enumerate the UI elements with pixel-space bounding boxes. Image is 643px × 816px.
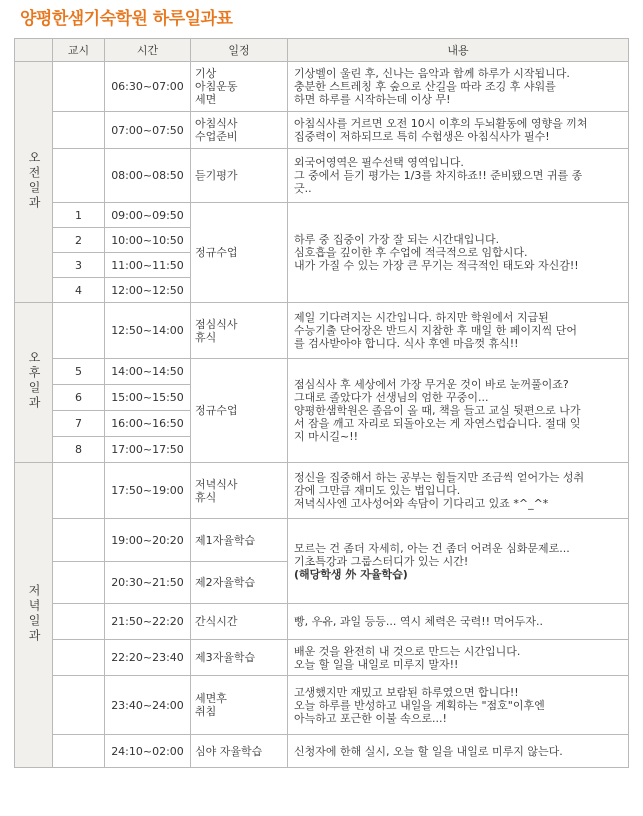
schedule-cell: 듣기평가 bbox=[191, 149, 288, 203]
period-cell bbox=[53, 463, 105, 519]
period-cell: 1 bbox=[53, 203, 105, 228]
content-cell: 신청자에 한해 실시, 오늘 할 일을 내일로 미루지 않는다. bbox=[288, 735, 629, 768]
period-cell: 2 bbox=[53, 228, 105, 253]
table-row bbox=[15, 676, 629, 735]
time-cell: 17:00~17:50 bbox=[105, 437, 191, 463]
period-cell bbox=[53, 519, 105, 562]
content-cell: 점심식사 후 세상에서 가장 무거운 것이 바로 눈꺼풀이죠? 그대로 졸았다가 선생님의 엄한 꾸중이... 양평한샘학원은 졸음이 올 때, 책을 들고 교실 뒷편으로 나가 서 잠을 깨고 자리로 되돌아오는 게 자연스럽습니다. 절대 잊 지 마시길~!! bbox=[288, 359, 629, 463]
time-cell: 16:00~16:50 bbox=[105, 411, 191, 437]
period-cell: 5 bbox=[53, 359, 105, 385]
period-cell bbox=[53, 676, 105, 735]
content-cell: 기상벨이 울린 후, 신나는 음악과 함께 하루가 시작됩니다. 충분한 스트레칭 후 숲으로 산길을 따라 조깅 후 샤워를 하면 하루를 시작하는데 이상 무! bbox=[288, 62, 629, 112]
content-cell: 아침식사를 거르면 오전 10시 이후의 두뇌활동에 영향을 끼쳐 집중력이 저하되므로 특히 수험생은 아침식사가 필수! bbox=[288, 112, 629, 149]
time-cell: 09:00~09:50 bbox=[105, 203, 191, 228]
time-cell: 12:00~12:50 bbox=[105, 278, 191, 303]
period-cell bbox=[53, 640, 105, 676]
period-cell bbox=[53, 735, 105, 768]
period-cell bbox=[53, 149, 105, 203]
header-time: 시간 bbox=[105, 39, 191, 62]
schedule-cell: 아침식사 수업준비 bbox=[191, 112, 288, 149]
table-row bbox=[15, 735, 629, 768]
schedule-cell: 세면후 취침 bbox=[191, 676, 288, 735]
period-cell bbox=[53, 562, 105, 604]
table-row bbox=[15, 62, 629, 112]
time-cell: 20:30~21:50 bbox=[105, 562, 191, 604]
time-cell: 21:50~22:20 bbox=[105, 604, 191, 640]
time-cell: 22:20~23:40 bbox=[105, 640, 191, 676]
group-afternoon: 오후일과 bbox=[15, 303, 53, 463]
time-cell: 12:50~14:00 bbox=[105, 303, 191, 359]
schedule-cell: 제2자율학습 bbox=[191, 562, 288, 604]
table-row bbox=[15, 303, 629, 359]
schedule-cell: 정규수업 bbox=[191, 359, 288, 463]
period-cell bbox=[53, 303, 105, 359]
period-cell: 4 bbox=[53, 278, 105, 303]
group-evening: 저녁일과 bbox=[15, 463, 53, 768]
table-row bbox=[15, 604, 629, 640]
content-cell: 배운 것을 완전히 내 것으로 만드는 시간입니다. 오늘 할 일을 내일로 미루지 말자!! bbox=[288, 640, 629, 676]
time-cell: 19:00~20:20 bbox=[105, 519, 191, 562]
header-content: 내용 bbox=[288, 39, 629, 62]
table-row bbox=[15, 112, 629, 149]
content-cell: 외국어영역은 필수선택 영역입니다. 그 중에서 듣기 평가는 1/3를 차지하죠!! 준비됐으면 귀를 종 긋.. bbox=[288, 149, 629, 203]
schedule-cell: 정규수업 bbox=[191, 203, 288, 303]
time-cell: 23:40~24:00 bbox=[105, 676, 191, 735]
period-cell bbox=[53, 62, 105, 112]
content-cell: 빵, 우유, 과일 등등... 역시 체력은 국력!! 먹어두자.. bbox=[288, 604, 629, 640]
time-cell: 11:00~11:50 bbox=[105, 253, 191, 278]
time-cell: 06:30~07:00 bbox=[105, 62, 191, 112]
time-cell: 24:10~02:00 bbox=[105, 735, 191, 768]
header-schedule: 일정 bbox=[191, 39, 288, 62]
schedule-cell: 점심식사 휴식 bbox=[191, 303, 288, 359]
period-cell: 3 bbox=[53, 253, 105, 278]
time-cell: 07:00~07:50 bbox=[105, 112, 191, 149]
schedule-cell: 저녁식사 휴식 bbox=[191, 463, 288, 519]
time-cell: 17:50~19:00 bbox=[105, 463, 191, 519]
time-cell: 14:00~14:50 bbox=[105, 359, 191, 385]
content-cell: 모르는 건 좀더 자세히, 아는 건 좀더 어려운 심화문제로... 기초특강과 그룹스터디가 있는 시간! (해당학생 外 자율학습) bbox=[288, 519, 629, 604]
period-cell bbox=[53, 604, 105, 640]
header-row bbox=[15, 39, 629, 62]
period-cell bbox=[53, 112, 105, 149]
schedule-cell: 제3자율학습 bbox=[191, 640, 288, 676]
header-group bbox=[15, 39, 53, 62]
table-row bbox=[15, 203, 629, 228]
table-row bbox=[15, 463, 629, 519]
period-cell: 6 bbox=[53, 385, 105, 411]
content-cell: 고생했지만 재밌고 보람된 하루였으면 합니다!! 오늘 하루를 반성하고 내일을 계획하는 "점호"이후엔 아늑하고 포근한 이불 속으로...! bbox=[288, 676, 629, 735]
period-cell: 8 bbox=[53, 437, 105, 463]
schedule-cell: 간식시간 bbox=[191, 604, 288, 640]
content-cell: 하루 중 집중이 가장 잘 되는 시간대입니다. 심호흡을 깊이한 후 수업에 적극적으로 임합시다. 내가 가질 수 있는 가장 큰 무기는 적극적인 태도와 자신감!! bbox=[288, 203, 629, 303]
table-row bbox=[15, 359, 629, 385]
page-title: 양평한샘기숙학원 하루일과표 bbox=[20, 9, 233, 29]
period-cell: 7 bbox=[53, 411, 105, 437]
schedule-table bbox=[14, 38, 629, 768]
time-cell: 10:00~10:50 bbox=[105, 228, 191, 253]
time-cell: 08:00~08:50 bbox=[105, 149, 191, 203]
schedule-cell: 심야 자율학습 bbox=[191, 735, 288, 768]
table-row bbox=[15, 149, 629, 203]
content-cell: 정신을 집중해서 하는 공부는 힘들지만 조금씩 얻어가는 성취 감에 그만큼 재미도 있는 법입니다. 저녁식사엔 고사성어와 속담이 기다리고 있죠 *^_^* bbox=[288, 463, 629, 519]
table-row bbox=[15, 640, 629, 676]
schedule-cell: 제1자율학습 bbox=[191, 519, 288, 562]
time-cell: 15:00~15:50 bbox=[105, 385, 191, 411]
content-cell: 제일 기다려지는 시간입니다. 하지만 학원에서 지급된 수능기출 단어장은 반드시 지참한 후 매일 한 페이지씩 단어 를 검사받아야 합니다. 식사 후엔 마음껏 휴식!! bbox=[288, 303, 629, 359]
table-row bbox=[15, 519, 629, 562]
header-period: 교시 bbox=[53, 39, 105, 62]
schedule-cell: 기상 아침운동 세면 bbox=[191, 62, 288, 112]
group-morning: 오전일과 bbox=[15, 62, 53, 303]
